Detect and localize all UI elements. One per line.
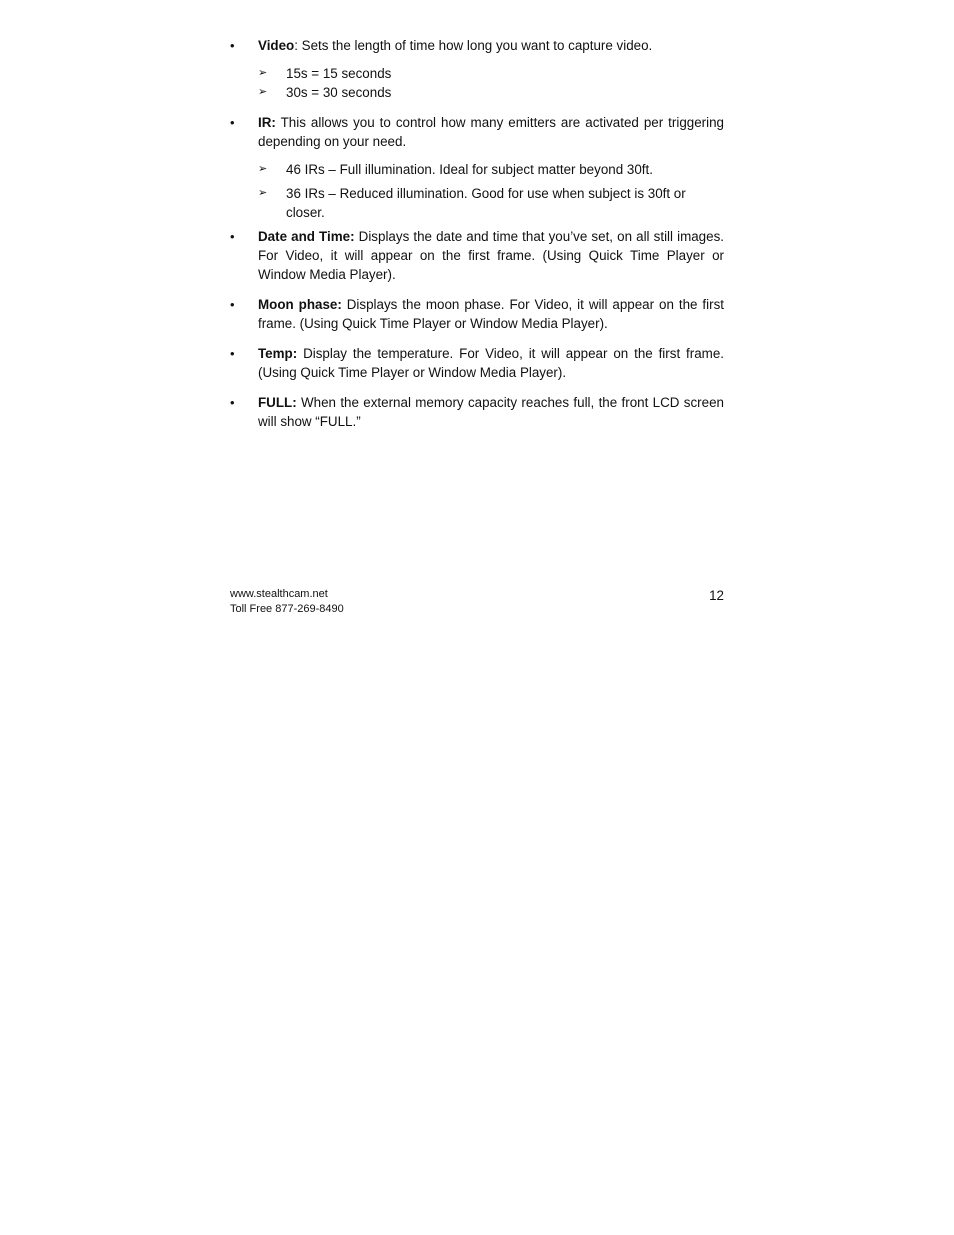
bullet-icon: • (230, 346, 235, 361)
footer-phone: Toll Free 877-269-8490 (230, 603, 344, 615)
sub-item-text: 30s = 30 seconds (286, 85, 392, 100)
list-item-full (230, 393, 724, 431)
list-item-temp (230, 344, 724, 382)
item-term: Moon phase: (258, 297, 342, 312)
sub-item (230, 184, 724, 222)
bullet-icon: • (230, 395, 235, 410)
item-term: FULL: (258, 395, 297, 410)
sub-item-text: 15s = 15 seconds (286, 66, 392, 81)
item-term: Date and Time: (258, 229, 355, 244)
footer-contact (230, 587, 344, 617)
sub-item (230, 83, 724, 102)
item-term: IR: (258, 115, 276, 130)
footer-website: www.stealthcam.net (230, 588, 328, 600)
item-text: Displays the moon phase. For Video, it will appear on the first frame. (Using Quick Time Player or Window Media Player). (258, 297, 724, 331)
bullet-icon: • (230, 229, 235, 244)
video-options (230, 64, 724, 102)
list-item-moon-phase (230, 295, 724, 333)
ir-options (230, 160, 724, 222)
sub-item-text: 46 IRs – Full illumination. Ideal for subject matter beyond 30ft. (286, 162, 653, 177)
sub-item (230, 160, 724, 179)
arrow-bullet-icon: ➢ (258, 86, 268, 98)
list-item-date-time (230, 227, 724, 284)
item-text: : Sets the length of time how long you want to capture video. (294, 38, 653, 53)
bullet-icon: • (230, 115, 235, 130)
item-text: When the external memory capacity reaches full, the front LCD screen will show “FULL.” (258, 395, 724, 429)
item-term: Video (258, 38, 295, 53)
arrow-bullet-icon: ➢ (258, 67, 268, 79)
bullet-icon: • (230, 297, 235, 312)
page-number: 12 (709, 588, 724, 603)
settings-list (230, 36, 724, 431)
arrow-bullet-icon: ➢ (258, 163, 268, 175)
arrow-bullet-icon: ➢ (258, 187, 268, 199)
list-item-ir (230, 113, 724, 151)
item-term: Temp: (258, 346, 298, 361)
item-text: This allows you to control how many emitters are activated per triggering depending on your need. (258, 115, 724, 149)
item-text: Displays the date and time that you’ve set, on all still images. For Video, it will appear on the first frame. (Using Quick Time Player or Window Media Player). (258, 229, 724, 282)
sub-item (230, 64, 724, 83)
sub-item-text: 36 IRs – Reduced illumination. Good for use when subject is 30ft or closer. (286, 186, 686, 220)
item-text: Display the temperature. For Video, it will appear on the first frame. (Using Quick Time Player or Window Media Player). (258, 346, 724, 380)
list-item-video (230, 36, 724, 55)
bullet-icon: • (230, 38, 235, 53)
